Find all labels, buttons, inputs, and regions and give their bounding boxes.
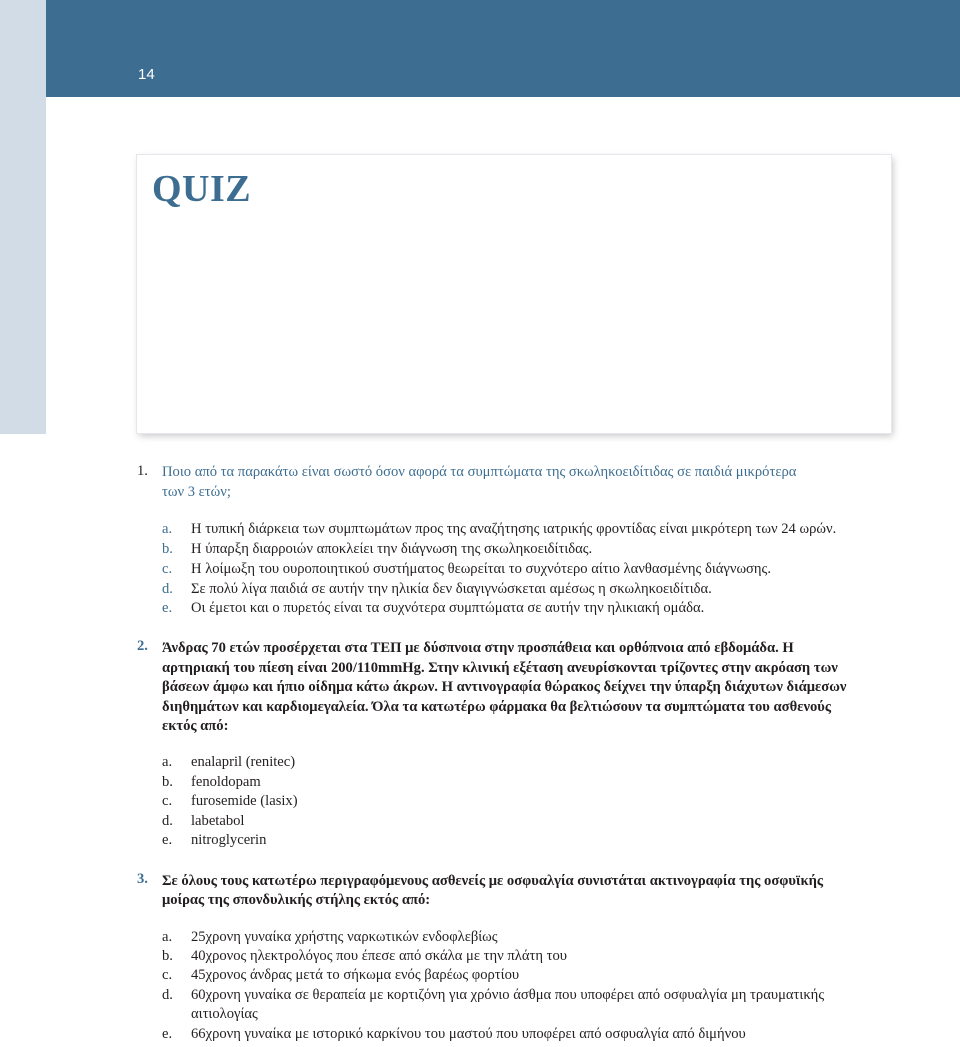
question-text-line: βάσεων άμφω και ήπιο οίδημα κάτω άκρων. Η αντινογραφία θώρακος δείχνει την ύπαρξη διάχυτων διάμεσων xyxy=(162,679,847,695)
question-number: 2. xyxy=(137,638,148,654)
option-letter: d. xyxy=(162,581,173,597)
option-text: Οι έμετοι και ο πυρετός είναι τα συχνότερα συμπτώματα σε αυτήν την ηλικιακή ομάδα. xyxy=(191,600,705,616)
option-letter: b. xyxy=(162,948,173,964)
option-letter: b. xyxy=(162,541,173,557)
option-text: enalapril (renitec) xyxy=(191,754,296,770)
option-text: 66χρονη γυναίκα με ιστορικό καρκίνου του μαστού που υποφέρει από οσφυαλγία από διμήνου xyxy=(191,1026,746,1042)
question-number: 1. xyxy=(137,463,148,479)
option-letter: e. xyxy=(162,832,173,848)
option-letter: c. xyxy=(162,793,173,809)
option-text: Η τυπική διάρκεια των συμπτωμάτων προς της αναζήτησης ιατρικής φροντίδας είναι μικρότερη των 24 ωρών. xyxy=(191,521,837,537)
question-text-line: Ποιο από τα παρακάτω είναι σωστό όσον αφορά τα συμπτώματα της σκωληκοειδίτιδας σε παιδιά μικρότερα xyxy=(162,464,797,480)
option-text-continued: αιτιολογίας xyxy=(191,1006,258,1022)
option-text: 60χρονη γυναίκα σε θεραπεία με κορτιζόνη για χρόνιο άσθμα που υποφέρει από οσφυαλγία μη τραυματικής xyxy=(191,987,825,1003)
option-text: labetabol xyxy=(191,813,245,829)
option-letter: c. xyxy=(162,967,173,983)
question-text-line: διηθημάτων και καρδιομεγαλεία. Όλα τα κατωτέρω φάρμακα θα βελτιώσουν τα συμπτώματα του ασθενούς xyxy=(162,699,832,715)
question-text-line: Άνδρας 70 ετών προσέρχεται στα ΤΕΠ με δύσπνοια στην προσπάθεια και ορθόπνοια από εβδομάδα. Η xyxy=(162,640,794,656)
option-letter: c. xyxy=(162,561,173,577)
option-text: Η λοίμωξη του ουροποιητικού συστήματος θεωρείται το συχνότερο αίτιο λανθασμένης διάγνωσης. xyxy=(191,561,771,577)
option-letter: e. xyxy=(162,1026,173,1042)
option-text: 45χρονος άνδρας μετά το σήκωμα ενός βαρέως φορτίου xyxy=(191,967,520,983)
question-text-line: των 3 ετών; xyxy=(162,484,231,500)
option-letter: d. xyxy=(162,987,173,1003)
question-text-line: εκτός από: xyxy=(162,718,229,734)
option-text: Η ύπαρξη διαρροιών αποκλείει την διάγνωση της σκωληκοειδίτιδας. xyxy=(191,541,593,557)
quiz-box xyxy=(137,155,891,433)
question-text-line: αρτηριακή του πίεση είναι 200/110mmHg. Στην κλινική εξέταση ανευρίσκονται τρίζοντες στην ακρόαση των xyxy=(162,660,838,676)
question-text-line: Σε όλους τους κατωτέρω περιγραφόμενους ασθενείς με οσφυαλγία συνιστάται ακτινογραφία της οσφυϊκής xyxy=(162,873,824,889)
option-text: furosemide (lasix) xyxy=(191,793,298,809)
header-band xyxy=(46,0,960,97)
option-letter: a. xyxy=(162,929,173,945)
page-number: 14 xyxy=(138,66,155,83)
option-letter: a. xyxy=(162,754,173,770)
option-letter: a. xyxy=(162,521,173,537)
option-letter: d. xyxy=(162,813,173,829)
question-number: 3. xyxy=(137,871,148,887)
question-text-line: μοίρας της σπονδυλικής στήλης εκτός από: xyxy=(162,892,431,908)
option-text: 40χρονος ηλεκτρολόγος που έπεσε από σκάλα με την πλάτη του xyxy=(191,948,567,964)
option-letter: e. xyxy=(162,600,173,616)
option-text: Σε πολύ λίγα παιδιά σε αυτήν την ηλικία δεν διαγιγνώσκεται αμέσως η σκωληκοειδίτιδα. xyxy=(191,581,712,597)
option-letter: b. xyxy=(162,774,173,790)
quiz-title: QUIZ xyxy=(152,168,252,210)
side-strip xyxy=(0,0,46,434)
option-text: nitroglycerin xyxy=(191,832,267,848)
option-text: 25χρονη γυναίκα χρήστης ναρκωτικών ενδοφλεβίως xyxy=(191,929,498,945)
option-text: fenoldopam xyxy=(191,774,261,790)
